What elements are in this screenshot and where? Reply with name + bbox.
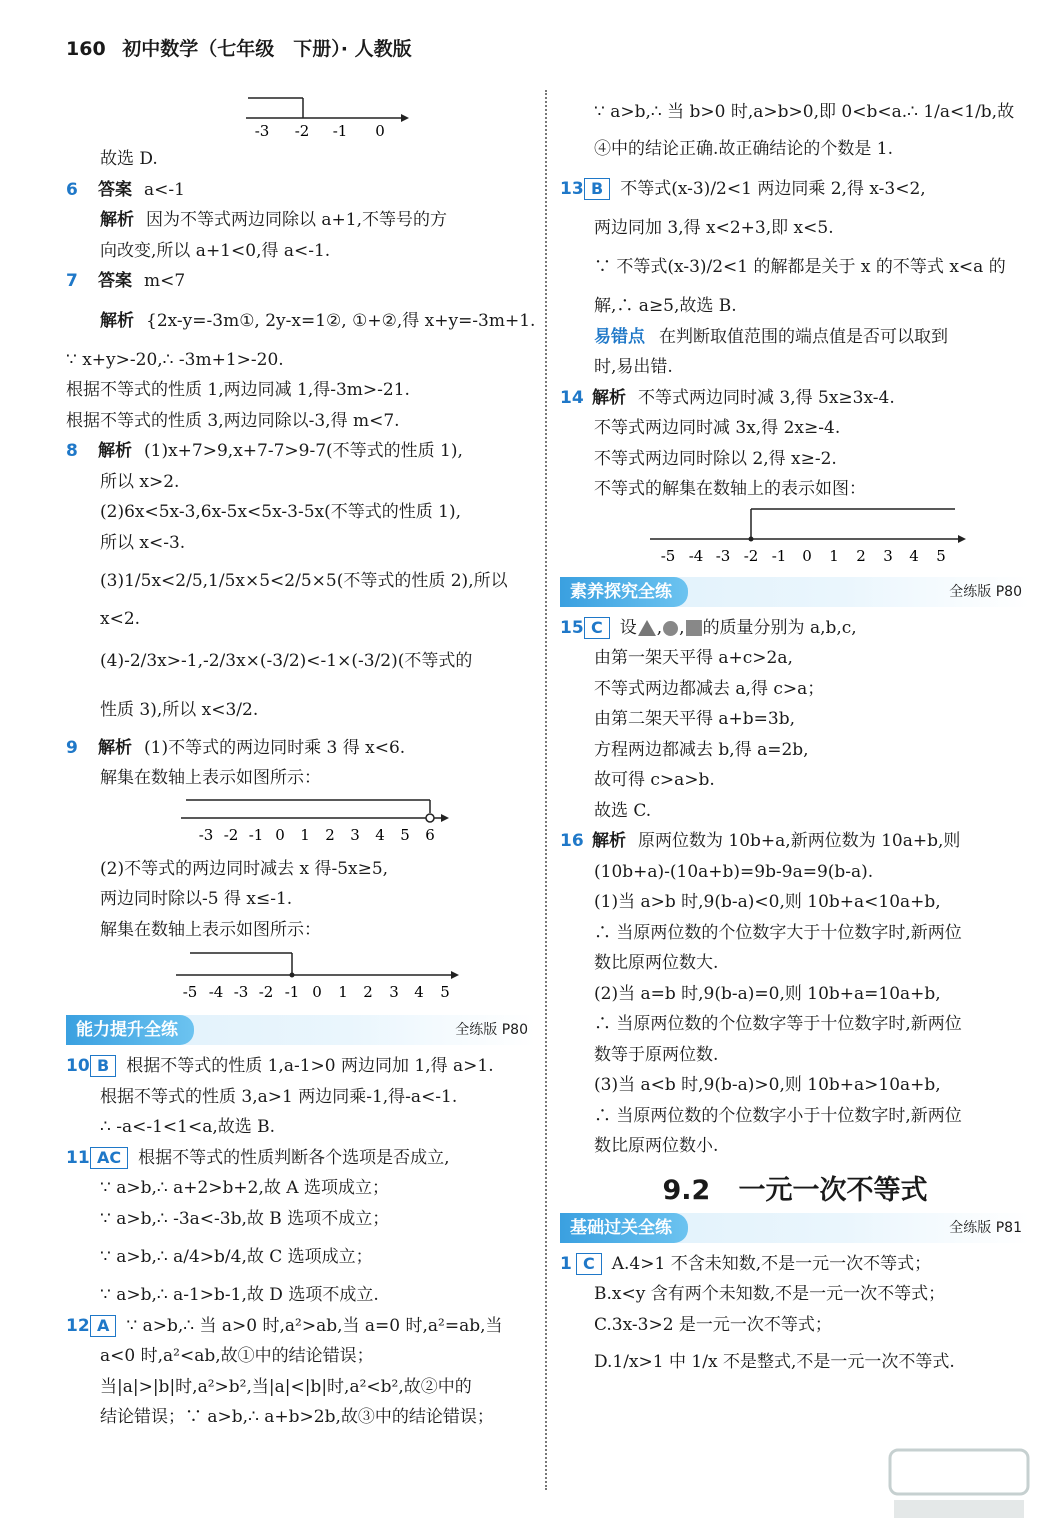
analysis-tag: 解析 <box>100 210 134 230</box>
question-number: 15 <box>560 617 584 638</box>
answer-tag: 答案 <box>98 271 132 291</box>
tick: -1 <box>332 122 348 140</box>
question-14 <box>560 383 1030 414</box>
tick: 1 <box>338 983 348 1001</box>
answer-box: B <box>90 1055 116 1077</box>
question-7 <box>66 266 536 297</box>
text: (1)不等式的两边同时乘 3 得 x<6. <box>144 737 406 758</box>
text-line <box>66 205 536 236</box>
tick: -3 <box>233 983 249 1001</box>
tick: 3 <box>883 546 893 565</box>
text-line: (3)1/5x<2/5,1/5x×5<2/5×5(不等式的性质 2),所以 <box>100 571 508 591</box>
text: 的质量分别为 a,b,c, <box>702 617 857 638</box>
column-divider <box>545 90 547 1490</box>
tick: -4 <box>688 546 704 565</box>
pitfall-tag: 易错点 <box>594 326 645 347</box>
question-number: 12 <box>66 1315 90 1336</box>
text-line: 不等式两边都减去 a,得 c>a； <box>594 678 825 699</box>
section-title <box>560 1168 1030 1207</box>
tick: 0 <box>312 983 322 1001</box>
tick: 4 <box>909 546 919 565</box>
tick: -5 <box>182 983 198 1001</box>
text-line: ∴ 当原两位数的个位数字小于十位数字时,新两位 <box>594 1105 962 1126</box>
book-title: 初中数学（七年级 下册）· 人教版 <box>122 38 412 60</box>
answer-box: C <box>584 617 610 639</box>
answer-tag: 答案 <box>98 179 132 200</box>
banner-ref: 全练版 P81 <box>949 1219 1022 1236</box>
text-line: ∵ a>b,∴ -3a<-3b,故 B 选项不成立； <box>100 1208 390 1229</box>
tick: 2 <box>363 983 373 1001</box>
question-10 <box>66 1051 536 1082</box>
pitfall-line <box>560 322 1030 353</box>
text-line: 故选 D. <box>100 149 158 169</box>
question-13 <box>560 165 1030 213</box>
tick: -3 <box>715 546 731 565</box>
tick: -1 <box>248 825 264 844</box>
tick: -2 <box>743 546 759 565</box>
tick: 0 <box>375 122 385 140</box>
tick: 3 <box>350 825 360 844</box>
text: 根据不等式的性质 1,a-1>0 两边同加 1,得 a>1. <box>126 1056 494 1076</box>
text-line: 两边同时除以-5 得 x≤-1. <box>100 889 293 909</box>
section-name: 一元一次不等式 <box>738 1174 928 1206</box>
text-line: (2)不等式的两边同时减去 x 得-5x≥5, <box>100 858 389 879</box>
text-line: 数比原两位数大. <box>594 953 719 973</box>
text-line: ④中的结论正确.故正确结论的个数是 1. <box>594 139 894 159</box>
tick: 2 <box>856 546 866 565</box>
question-1 <box>560 1249 1030 1280</box>
text-line: (2)6x<5x-3,6x-5x<5x-3-5x(不等式的性质 1), <box>100 502 461 522</box>
text: (1)x+7>9,x+7-7>9-7(不等式的性质 1), <box>144 441 463 461</box>
tick: -3 <box>254 122 270 140</box>
page-header <box>66 34 412 61</box>
text-line: 当|a|>|b|时,a²>b²,当|a|<|b|时,a²<b²,故②中的 <box>100 1376 472 1397</box>
analysis-tag: 解析 <box>100 310 134 331</box>
answer-box: AC <box>90 1147 128 1169</box>
text-line: ∵ a>b,∴ 当 b>0 时,a>b>0,即 0<b<a.∴ 1/a<1/b,故 <box>594 102 1015 122</box>
text-line: (4)-2/3x>-1,-2/3x×(-3/2)<-1×(-3/2)(不等式的 <box>100 650 473 671</box>
number-line-9-2 <box>66 945 536 1005</box>
question-11 <box>66 1143 536 1174</box>
question-number: 16 <box>560 831 584 851</box>
answer-box: B <box>584 178 610 200</box>
tick: 4 <box>414 983 424 1001</box>
tick: 6 <box>425 825 435 844</box>
analysis-tag: 解析 <box>98 737 132 758</box>
text-line: 解集在数轴上表示如图所示： <box>100 768 321 788</box>
text: A.4>1 不含未知数,不是一元一次不等式； <box>611 1253 932 1274</box>
question-12 <box>66 1311 536 1342</box>
tick: 1 <box>829 546 839 565</box>
text-line: ∵ a>b,∴ a-1>b-1,故 D 选项不成立. <box>100 1285 379 1305</box>
section-number: 9.2 <box>662 1174 711 1206</box>
text-line: 不等式两边同时减 3x,得 2x≥-4. <box>594 418 841 438</box>
question-number: 9 <box>66 737 78 758</box>
text-line: B.x<y 含有两个未知数,不是一元一次不等式； <box>594 1284 946 1304</box>
text: {2x-y=-3m①, 2y-x=1②, ①+②,得 x+y=-3m+1. <box>146 310 536 331</box>
text-line: 所以 x>2. <box>100 471 180 492</box>
page-number: 160 <box>66 38 106 60</box>
text-line: 根据不等式的性质 1,两边同减 1,得-3m>-21. <box>66 380 410 400</box>
watermark-logo-icon <box>884 1444 1034 1524</box>
text-line: ∵ a>b,∴ a+2>b+2,故 A 选项成立； <box>100 1178 389 1198</box>
analysis-tag: 解析 <box>592 831 626 851</box>
text-line: 故选 C. <box>594 800 652 821</box>
tick: 5 <box>936 546 946 565</box>
text-line: 由第二架天平得 a+b=3b, <box>594 709 796 729</box>
text-line: 时,易出错. <box>594 357 673 377</box>
question-number: 14 <box>560 387 584 408</box>
tick: -2 <box>223 825 239 844</box>
text-line: 方程两边都减去 b,得 a=2b, <box>594 739 809 760</box>
banner-title: 能力提升全练 <box>66 1015 194 1045</box>
text-line: ∴ 当原两位数的个位数字等于十位数字时,新两位 <box>594 1014 962 1034</box>
text: ∵ a>b,∴ 当 a>0 时,a²>ab,当 a=0 时,a²=ab,当 <box>126 1315 503 1336</box>
tick: 0 <box>275 825 285 844</box>
tick: -3 <box>198 825 214 844</box>
section-banner <box>66 1015 536 1045</box>
question-8 <box>66 436 536 467</box>
tick: 0 <box>802 546 812 565</box>
text-line: 不等式两边同时除以 2,得 x≥-2. <box>594 448 837 469</box>
text-line: 两边同加 3,得 x<2+3,即 x<5. <box>594 217 834 238</box>
text: 因为不等式两边同除以 a+1,不等号的方 <box>146 210 448 230</box>
triangle-weight-icon <box>638 620 656 636</box>
text-line: C.3x-3>2 是一元一次不等式； <box>594 1314 832 1335</box>
text-line: 结论错误；∵ a>b,∴ a+b>2b,故③中的结论错误； <box>100 1407 494 1427</box>
banner-ref: 全练版 P80 <box>949 583 1022 600</box>
tick: 1 <box>300 825 310 844</box>
text-line: (10b+a)-(10a+b)=9b-9a=9(b-a). <box>594 861 874 882</box>
text: 不等式(x-3)/2<1 两边同乘 2,得 x-3<2, <box>620 178 926 199</box>
tick: -1 <box>771 546 787 565</box>
question-number: 11 <box>66 1147 90 1168</box>
question-6 <box>66 175 536 206</box>
text: 根据不等式的性质判断各个选项是否成立, <box>138 1147 450 1168</box>
text: 原两位数为 10b+a,新两位数为 10a+b,则 <box>638 831 961 851</box>
answer-box: C <box>576 1253 602 1275</box>
question-16 <box>560 826 1030 857</box>
analysis-tag: 解析 <box>592 387 626 408</box>
banner-ref: 全练版 P80 <box>455 1022 528 1038</box>
tick: -1 <box>284 983 300 1001</box>
text-line: ∵ 不等式(x-3)/2<1 的解都是关于 x 的不等式 x<a 的 <box>594 257 1006 277</box>
text-line: ∴ -a<-1<1<a,故选 B. <box>100 1117 276 1137</box>
banner-title: 基础过关全练 <box>560 1213 688 1243</box>
question-15: 15 C 设 , , 的质量分别为 a,b,c, <box>560 613 1030 644</box>
text-line: 故可得 c>a>b. <box>594 770 715 790</box>
banner-title: 素养探究全练 <box>560 577 688 607</box>
number-line-14 <box>560 505 1030 567</box>
answer-text: a<-1 <box>144 179 185 200</box>
question-number: 7 <box>66 271 78 291</box>
answer-box: A <box>90 1315 116 1337</box>
text-line: 所以 x<-3. <box>100 532 186 553</box>
tick: 5 <box>400 825 410 844</box>
tick: 2 <box>325 825 335 844</box>
question-number: 10 <box>66 1056 90 1076</box>
question-number: 13 <box>560 178 584 199</box>
text-line: 由第一架天平得 a+c>2a, <box>594 648 793 668</box>
text-line: ∴ 当原两位数的个位数字大于十位数字时,新两位 <box>594 922 962 943</box>
tick: 4 <box>375 825 385 844</box>
text-line: (3)当 a<b 时,9(b-a)>0,则 10b+a>10a+b, <box>594 1075 941 1095</box>
number-line-top <box>66 90 536 140</box>
text-line: ∵ a>b,∴ a/4>b/4,故 C 选项成立； <box>100 1247 373 1267</box>
answer-text: m<7 <box>144 271 186 291</box>
section-banner <box>560 577 1030 607</box>
question-number: 8 <box>66 441 78 461</box>
text-line: 根据不等式的性质 3,a>1 两边同乘-1,得-a<-1. <box>100 1086 458 1107</box>
text: 不等式两边同时减 3,得 5x≥3x-4. <box>638 387 895 408</box>
left-column <box>66 90 536 1433</box>
text-line: 性质 3),所以 x<3/2. <box>100 699 259 720</box>
text-line: 向改变,所以 a+1<0,得 a<-1. <box>100 240 331 261</box>
circle-weight-icon <box>663 621 678 636</box>
question-number: 1 <box>560 1253 572 1274</box>
text-line: a<0 时,a²<ab,故①中的结论错误； <box>100 1346 374 1366</box>
tick: 3 <box>389 983 399 1001</box>
text-line: D.1/x>1 中 1/x 不是整式,不是一元一次不等式. <box>594 1352 955 1372</box>
text-line <box>66 297 536 345</box>
tick: 5 <box>440 983 450 1001</box>
analysis-tag: 解析 <box>98 441 132 461</box>
right-column <box>560 90 1030 1384</box>
text-line: ∵ x+y>-20,∴ -3m+1>-20. <box>66 349 284 370</box>
tick: -5 <box>660 546 676 565</box>
text-line: 根据不等式的性质 3,两边同除以-3,得 m<7. <box>66 410 400 431</box>
square-weight-icon <box>686 620 702 636</box>
text-line: 解集在数轴上表示如图所示： <box>100 919 321 940</box>
text-line: 不等式的解集在数轴上的表示如图： <box>594 479 866 499</box>
text-line: 解,∴ a≥5,故选 B. <box>594 296 737 316</box>
text-line: (2)当 a=b 时,9(b-a)=0,则 10b+a=10a+b, <box>594 983 941 1004</box>
tick: -2 <box>294 122 310 140</box>
text-line: x<2. <box>100 609 141 629</box>
tick: -2 <box>258 983 274 1001</box>
number-line-9-1 <box>66 794 536 850</box>
tick: -4 <box>208 983 224 1001</box>
text-line: 数等于原两位数. <box>594 1044 719 1065</box>
text-line: (1)当 a>b 时,9(b-a)<0,则 10b+a<10a+b, <box>594 892 941 912</box>
text-line: 数比原两位数小. <box>594 1136 719 1156</box>
section-banner <box>560 1213 1030 1243</box>
text: 在判断取值范围的端点值是否可以取到 <box>659 326 948 347</box>
question-9 <box>66 733 536 764</box>
text: 设 <box>619 617 637 638</box>
question-number: 6 <box>66 179 78 200</box>
